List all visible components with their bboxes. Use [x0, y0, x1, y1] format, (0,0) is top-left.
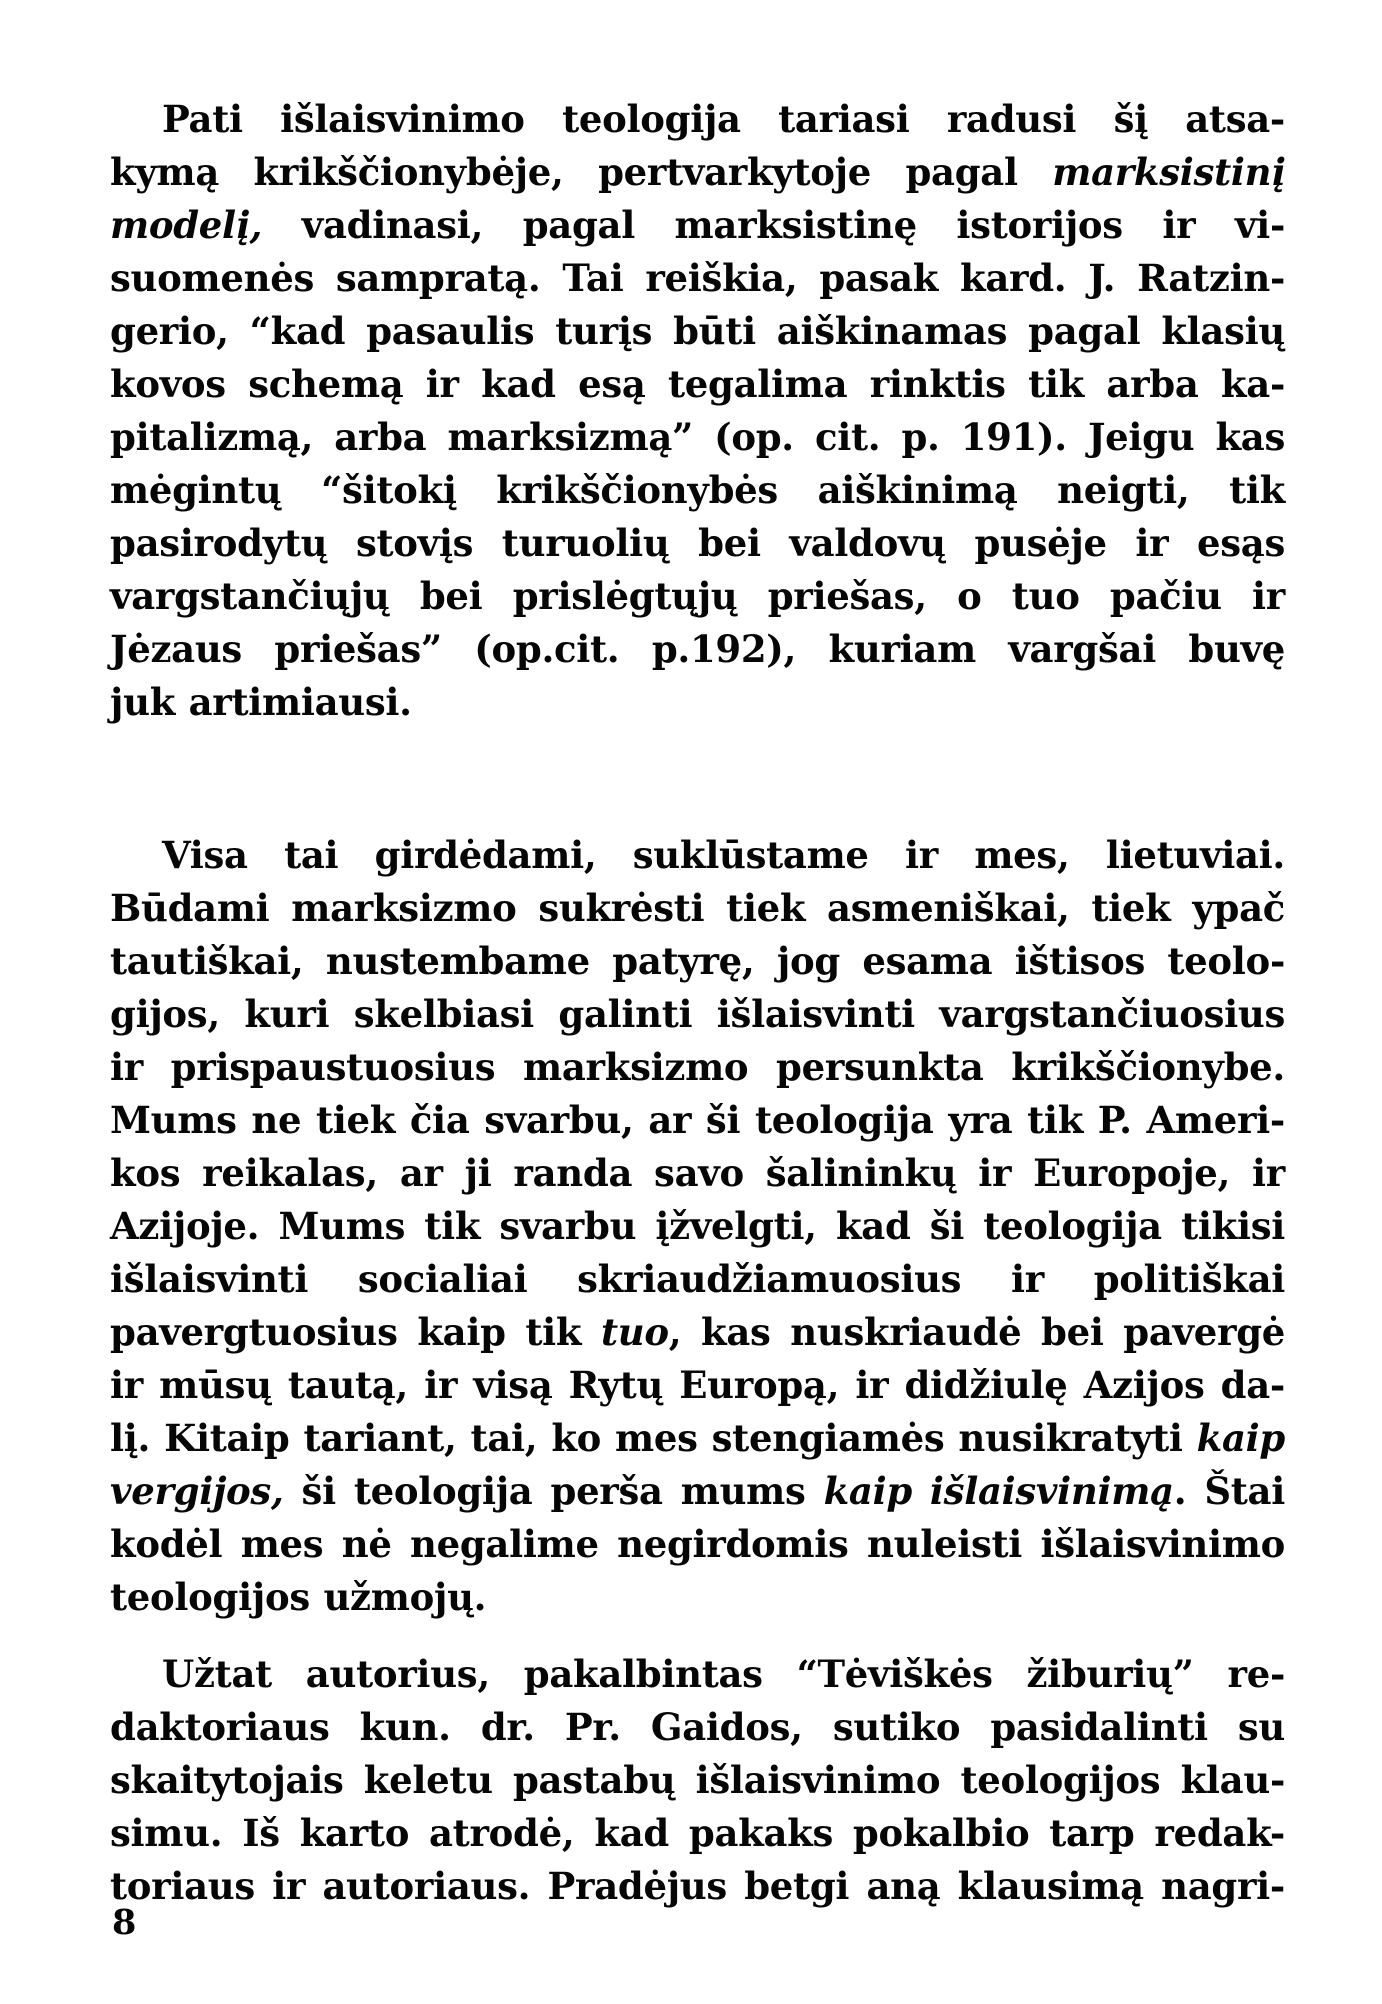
text-segment: ši teologija perša mums [283, 1469, 824, 1513]
text-segment: . Štai [1173, 1469, 1285, 1513]
text-segment: vadinasi, pagal marksistinę istorijos ir vi- [262, 203, 1285, 247]
text-segment: simu. Iš karto atrodė, kad pakaks pokalbio tarp redak- [110, 1811, 1285, 1855]
text-segment: kos reikalas, ar ji randa savo šalininkų ir Europoje, ir [110, 1151, 1285, 1195]
text-segment: kodėl mes nė negalime negirdomis nuleisti išlaisvinimo [110, 1522, 1285, 1566]
text-line [110, 1807, 1285, 1860]
text-segment: Pati išlaisvinimo teologija tariasi radusi šį atsa- [162, 97, 1285, 141]
text-segment: juk artimiausi. [110, 680, 412, 724]
text-line [110, 1465, 1285, 1518]
text-segment: mėgintų “šitokį krikščionybės aiškinimą neigti, tik [110, 468, 1285, 512]
text-segment: teologijos užmojų. [110, 1575, 487, 1619]
text-segment: , kas nuskriaudė bei pavergė [668, 1310, 1285, 1354]
text-line [110, 1306, 1285, 1359]
text-segment: gerio, “kad pasaulis turįs būti aiškinamas pagal klasių [110, 309, 1285, 353]
text-segment: kymą krikščionybėje, pertvarkytoje pagal [110, 150, 1053, 194]
text-segment: vargstančiųjų bei prislėgtųjų priešas, o tuo pačiu ir [110, 574, 1285, 618]
text-segment: Mums ne tiek čia svarbu, ar ši teologija yra tik P. Ameri- [110, 1098, 1285, 1142]
text-line [110, 1147, 1285, 1200]
text-segment: Jėzaus priešas” (op.cit. p.192), kuriam vargšai buvę [110, 627, 1285, 671]
text-segment: Visa tai girdėdami, suklūstame ir mes, lietuviai. [162, 833, 1285, 877]
text-segment: Azijoje. Mums tik svarbu įžvelgti, kad ši teologija tikisi [110, 1204, 1285, 1248]
text-segment: pitalizmą, arba marksizmą” (op. cit. p. 191). Jeigu kas [110, 415, 1285, 459]
text-segment-italic: vergijos, [110, 1469, 284, 1513]
text-segment: tautiškai, nustembame patyrę, jog esama ištisos teolo- [110, 939, 1285, 983]
text-line [110, 517, 1285, 570]
text-segment: daktoriaus kun. dr. Pr. Gaidos, sutiko pasidalinti su [110, 1705, 1285, 1749]
text-segment-italic: tuo [600, 1310, 669, 1354]
text-line [110, 1648, 1285, 1701]
text-segment: lį. Kitaip tariant, tai, ko mes stengiamės nusikratyti [110, 1416, 1197, 1460]
text-segment: toriaus ir autoriaus. Pradėjus betgi aną klausimą nagri- [110, 1864, 1285, 1908]
paragraph-2 [110, 829, 1285, 1624]
text-line [110, 988, 1285, 1041]
text-line [110, 411, 1285, 464]
text-line [110, 305, 1285, 358]
text-block [110, 93, 1285, 1913]
text-line [110, 882, 1285, 935]
text-segment: gijos, kuri skelbiasi galinti išlaisvinti vargstančiuosius [110, 992, 1285, 1036]
text-segment-italic: marksistinį [1052, 150, 1285, 194]
paragraph-3 [110, 1648, 1285, 1913]
text-segment: išlaisvinti socialiai skriaudžiamuosius ir politiškai [110, 1257, 1285, 1301]
text-line [110, 199, 1285, 252]
text-segment: kovos schemą ir kad esą tegalima rinktis tik arba ka- [110, 362, 1285, 406]
text-line [110, 1860, 1285, 1913]
text-line [110, 1094, 1285, 1147]
text-line [110, 1253, 1285, 1306]
text-segment: ir mūsų tautą, ir visą Rytų Europą, ir didžiulę Azijos da- [110, 1363, 1285, 1407]
text-line [110, 676, 1285, 729]
text-line [110, 935, 1285, 988]
text-segment: pasirodytų stovįs turuolių bei valdovų pusėje ir esąs [110, 521, 1285, 565]
text-segment: pavergtuosius kaip tik [110, 1310, 601, 1354]
text-line [110, 829, 1285, 882]
text-line [110, 570, 1285, 623]
text-segment-italic: kaip [1196, 1416, 1285, 1460]
text-line [110, 1571, 1285, 1624]
text-line [110, 1200, 1285, 1253]
text-line [110, 1041, 1285, 1094]
text-segment: Užtat autorius, pakalbintas “Tėviškės žiburių” re- [162, 1652, 1285, 1696]
page-number: 8 [112, 1902, 137, 1943]
text-line [110, 358, 1285, 411]
paragraph-1 [110, 93, 1285, 729]
text-line [110, 1359, 1285, 1412]
text-segment-italic: modelį, [110, 203, 263, 247]
text-line [110, 623, 1285, 676]
text-segment: ir prispaustuosius marksizmo persunkta krikščionybe. [110, 1045, 1285, 1089]
text-line [110, 93, 1285, 146]
text-line [110, 252, 1285, 305]
text-line [110, 1701, 1285, 1754]
text-line [110, 1754, 1285, 1807]
text-segment-italic: kaip išlaisvinimą [823, 1469, 1174, 1513]
text-segment: suomenės sampratą. Tai reiškia, pasak kard. J. Ratzin- [110, 256, 1285, 300]
text-segment: Būdami marksizmo sukrėsti tiek asmeniškai, tiek ypač [110, 886, 1285, 930]
text-line [110, 464, 1285, 517]
text-line [110, 1412, 1285, 1465]
text-line [110, 146, 1285, 199]
text-segment: skaitytojais keletu pastabų išlaisvinimo teologijos klau- [110, 1758, 1285, 1802]
text-line [110, 1518, 1285, 1571]
